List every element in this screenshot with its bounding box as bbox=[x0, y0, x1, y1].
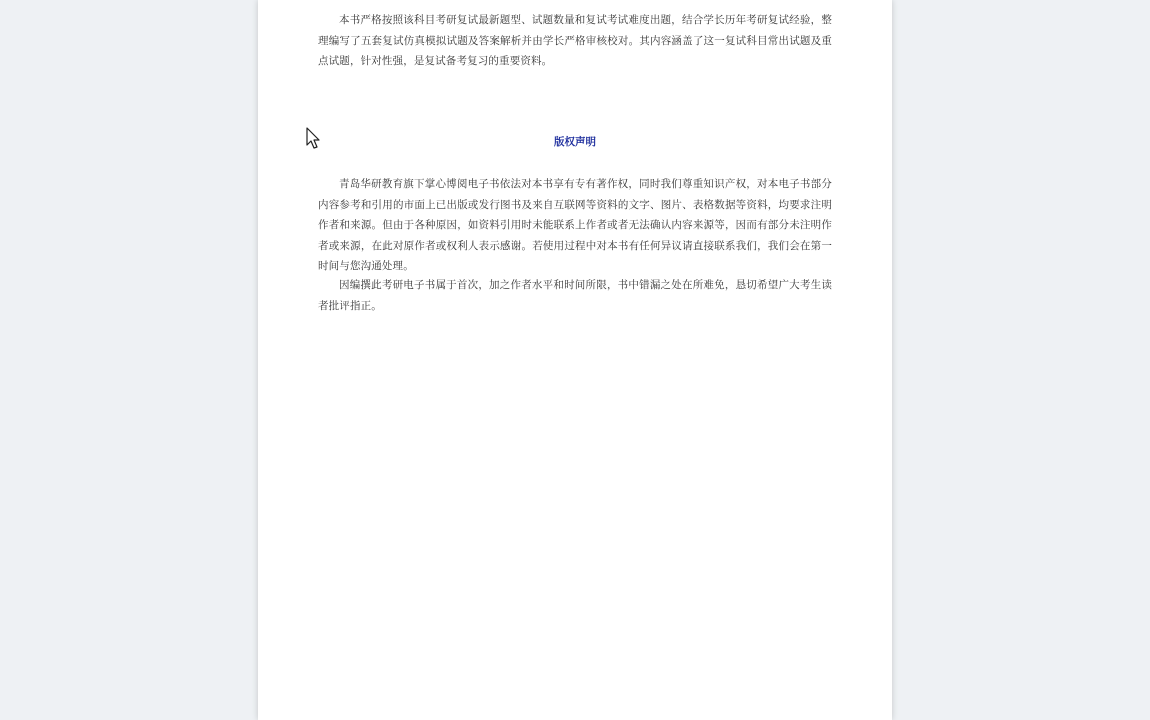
document-page[interactable] bbox=[258, 0, 892, 720]
mouse-pointer-icon bbox=[306, 127, 320, 149]
intro-paragraph: 本书严格按照该科目考研复试最新题型、试题数量和复试考试难度出题，结合学长历年考研复试经验，整理编写了五套复试仿真模拟试题及答案解析并由学长严格审核校对。其内容涵盖了这一复试科目常出试题及重点试题，针对性强，是复试备考复习的重要资料。 bbox=[318, 14, 832, 67]
copyright-paragraph: 青岛华研教育旗下掌心博阅电子书依法对本书享有专有著作权，同时我们尊重知识产权，对本电子书部分内容参考和引用的市面上已出版或发行图书及来自互联网等资料的文字、图片、表格数据等资料，均要求注明作者和来源。但由于各种原因，如资料引用时未能联系上作者或者无法确认内容来源等，因而有部分未注明作者或来源，在此对原作者或权利人表示感谢。若使用过程中对本书有任何异议请直接联系我们，我们会在第一时间与您沟通处理。 bbox=[318, 178, 832, 272]
copyright-heading: 版权声明 bbox=[554, 136, 596, 148]
closing-paragraph: 因编撰此考研电子书属于首次，加之作者水平和时间所限，书中错漏之处在所难免，恳切希望广大考生读者批评指正。 bbox=[318, 279, 832, 312]
